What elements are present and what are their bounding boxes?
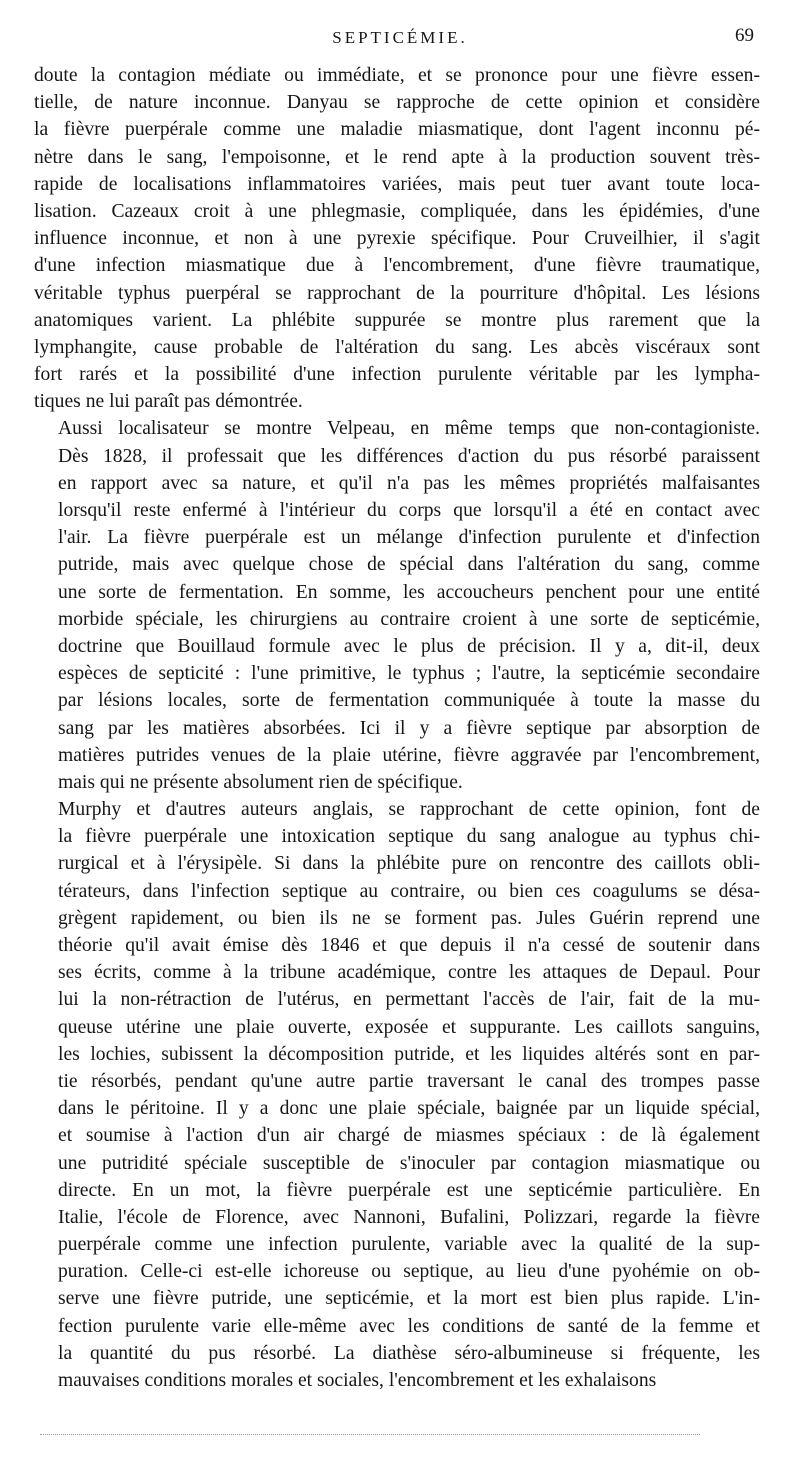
text-line: par lésions locales, sorte de fermentation communiquée à toute la masse du <box>58 690 760 712</box>
text-line: fort rarés et la possibilité d'une infection purulente véritable par les lympha- <box>34 364 760 386</box>
text-line: ses écrits, comme à la tribune académique, contre les attaques de Depaul. Pour <box>58 962 760 984</box>
text-line: les lochies, subissent la décomposition putride, et les liquides altérés sont en par- <box>58 1043 760 1065</box>
running-header <box>0 25 800 58</box>
text-line: rapide de localisations inflammatoires variées, mais peut tuer avant toute loca- <box>34 173 760 195</box>
text-line: la quantité du pus résorbé. La diathèse séro-albumineuse si fréquente, les <box>58 1342 760 1364</box>
text-line: lui la non-rétraction de l'utérus, en permettant l'accès de l'air, fait de la mu- <box>58 989 760 1011</box>
text-line: tiques ne lui paraît pas démontrée. <box>34 391 303 413</box>
text-line: grègent rapidement, ou bien ils ne se forment pas. Jules Guérin reprend une <box>58 907 760 929</box>
text-line: térateurs, dans l'infection septique au contraire, ou bien ces coagulums se désa- <box>58 880 760 902</box>
text-line: putride, mais avec quelque chose de spécial dans l'altération du sang, comme <box>58 554 760 576</box>
text-line: mauvaises conditions morales et sociales, l'encombrement et les exhalaisons <box>58 1370 657 1391</box>
text-line: lisation. Cazeaux croit à une phlegmasie, compliquée, dans les épidémies, d'une <box>34 200 760 222</box>
text-line: et soumise à l'action d'un air chargé de miasmes spéciaux : de là également <box>58 1125 760 1147</box>
text-line: morbide spéciale, les chirurgiens au contraire croient à une sorte de septicémie, <box>58 608 760 630</box>
text-line: mais qui ne présente absolument rien de spécifique. <box>58 771 463 793</box>
text-line: tie résorbés, pendant qu'une autre partie traversant le canal des trompes passe <box>58 1070 760 1092</box>
text-line: nètre dans le sang, l'empoisonne, et le rend apte à la production souvent très- <box>34 146 760 168</box>
body-text <box>34 62 760 1394</box>
footer-rule <box>40 1434 700 1435</box>
text-line: lorsqu'il reste enfermé à l'intérieur du corps que lorsqu'il a été en contact avec <box>58 500 760 521</box>
text-line: anatomiques varient. La phlébite suppurée se montre plus rarement que la <box>34 309 760 331</box>
text-line: influence inconnue, et non à une pyrexie spécifique. Pour Cruveilhier, il s'agit <box>34 228 760 250</box>
text-line: fection purulente varie elle-même avec les conditions de santé de la femme et <box>58 1315 760 1337</box>
text-line: en rapport avec sa nature, et qu'il n'a pas les mêmes propriétés malfaisantes <box>58 472 760 494</box>
text-line: Italie, l'école de Florence, avec Nannoni, Bufalini, Polizzari, regarde la fièvre <box>58 1206 760 1228</box>
text-line: espèces de septicité : l'une primitive, le typhus ; l'autre, la septicémie secondaire <box>58 663 760 685</box>
text-line: doctrine que Bouillaud formule avec le plus de précision. Il y a, dit-il, deux <box>58 635 760 657</box>
text-line: doute la contagion médiate ou immédiate, et se prononce pour une fièvre essen- <box>34 65 760 86</box>
text-line: l'air. La fièvre puerpérale est un mélange d'infection purulente et d'infection <box>58 527 760 549</box>
text-line: dans le péritoine. Il y a donc une plaie spéciale, baignée par un liquide spécial, <box>58 1098 760 1120</box>
text-line: Aussi localisateur se montre Velpeau, en même temps que non-contagioniste. <box>58 418 760 440</box>
text-line: Dès 1828, il professait que les différences d'action du pus résorbé paraissent <box>58 445 760 467</box>
text-line: serve une fièvre putride, une septicémie, et la mort est bien plus rapide. L'in- <box>58 1288 760 1310</box>
text-line: sang par les matières absorbées. Ici il y a fièvre septique par absorption de <box>58 717 760 739</box>
text-line: queuse utérine une plaie ouverte, exposée et suppurante. Les caillots sanguins, <box>58 1016 760 1038</box>
text-line: Murphy et d'autres auteurs anglais, se rapprochant de cette opinion, font de <box>58 799 760 821</box>
text-line: directe. En un mot, la fièvre puerpérale est une septicémie particulière. En <box>58 1179 760 1201</box>
running-title: SEPTICÉMIE. <box>332 28 468 47</box>
text-line: une sorte de fermentation. En somme, les accoucheurs penchent pour une entité <box>58 581 760 603</box>
text-line: puerpérale comme une infection purulente, variable avec la qualité de la sup- <box>58 1234 760 1256</box>
text-line: une putridité spéciale susceptible de s'inoculer par contagion miasmatique ou <box>58 1152 760 1174</box>
page-number: 69 <box>735 25 754 46</box>
text-line: la fièvre puerpérale comme une maladie miasmatique, dont l'agent inconnu pé- <box>34 119 760 141</box>
text-line: la fièvre puerpérale une intoxication septique du sang analogue au typhus chi- <box>58 826 760 848</box>
text-line: théorie qu'il avait émise dès 1846 et que depuis il n'a cessé de soutenir dans <box>58 935 760 956</box>
paragraph <box>34 415 760 796</box>
paragraph <box>34 62 760 415</box>
text-line: d'une infection miasmatique due à l'encombrement, d'une fièvre traumatique, <box>34 255 760 277</box>
text-line: puration. Celle-ci est-elle ichoreuse ou septique, au lieu d'une pyohémie on ob- <box>58 1261 760 1283</box>
text-line: lymphangite, cause probable de l'altération du sang. Les abcès viscéraux sont <box>34 336 760 358</box>
text-line: rurgical et à l'érysipèle. Si dans la phlébite pure on rencontre des caillots obli- <box>58 853 760 875</box>
text-line: matières putrides venues de la plaie utérine, fièvre aggravée par l'encombrement, <box>58 744 760 766</box>
text-line: véritable typhus puerpéral se rapprochant de la pourriture d'hôpital. Les lésions <box>34 282 760 304</box>
text-line: tielle, de nature inconnue. Danyau se rapproche de cette opinion et considère <box>34 92 760 114</box>
paragraph <box>34 796 760 1394</box>
